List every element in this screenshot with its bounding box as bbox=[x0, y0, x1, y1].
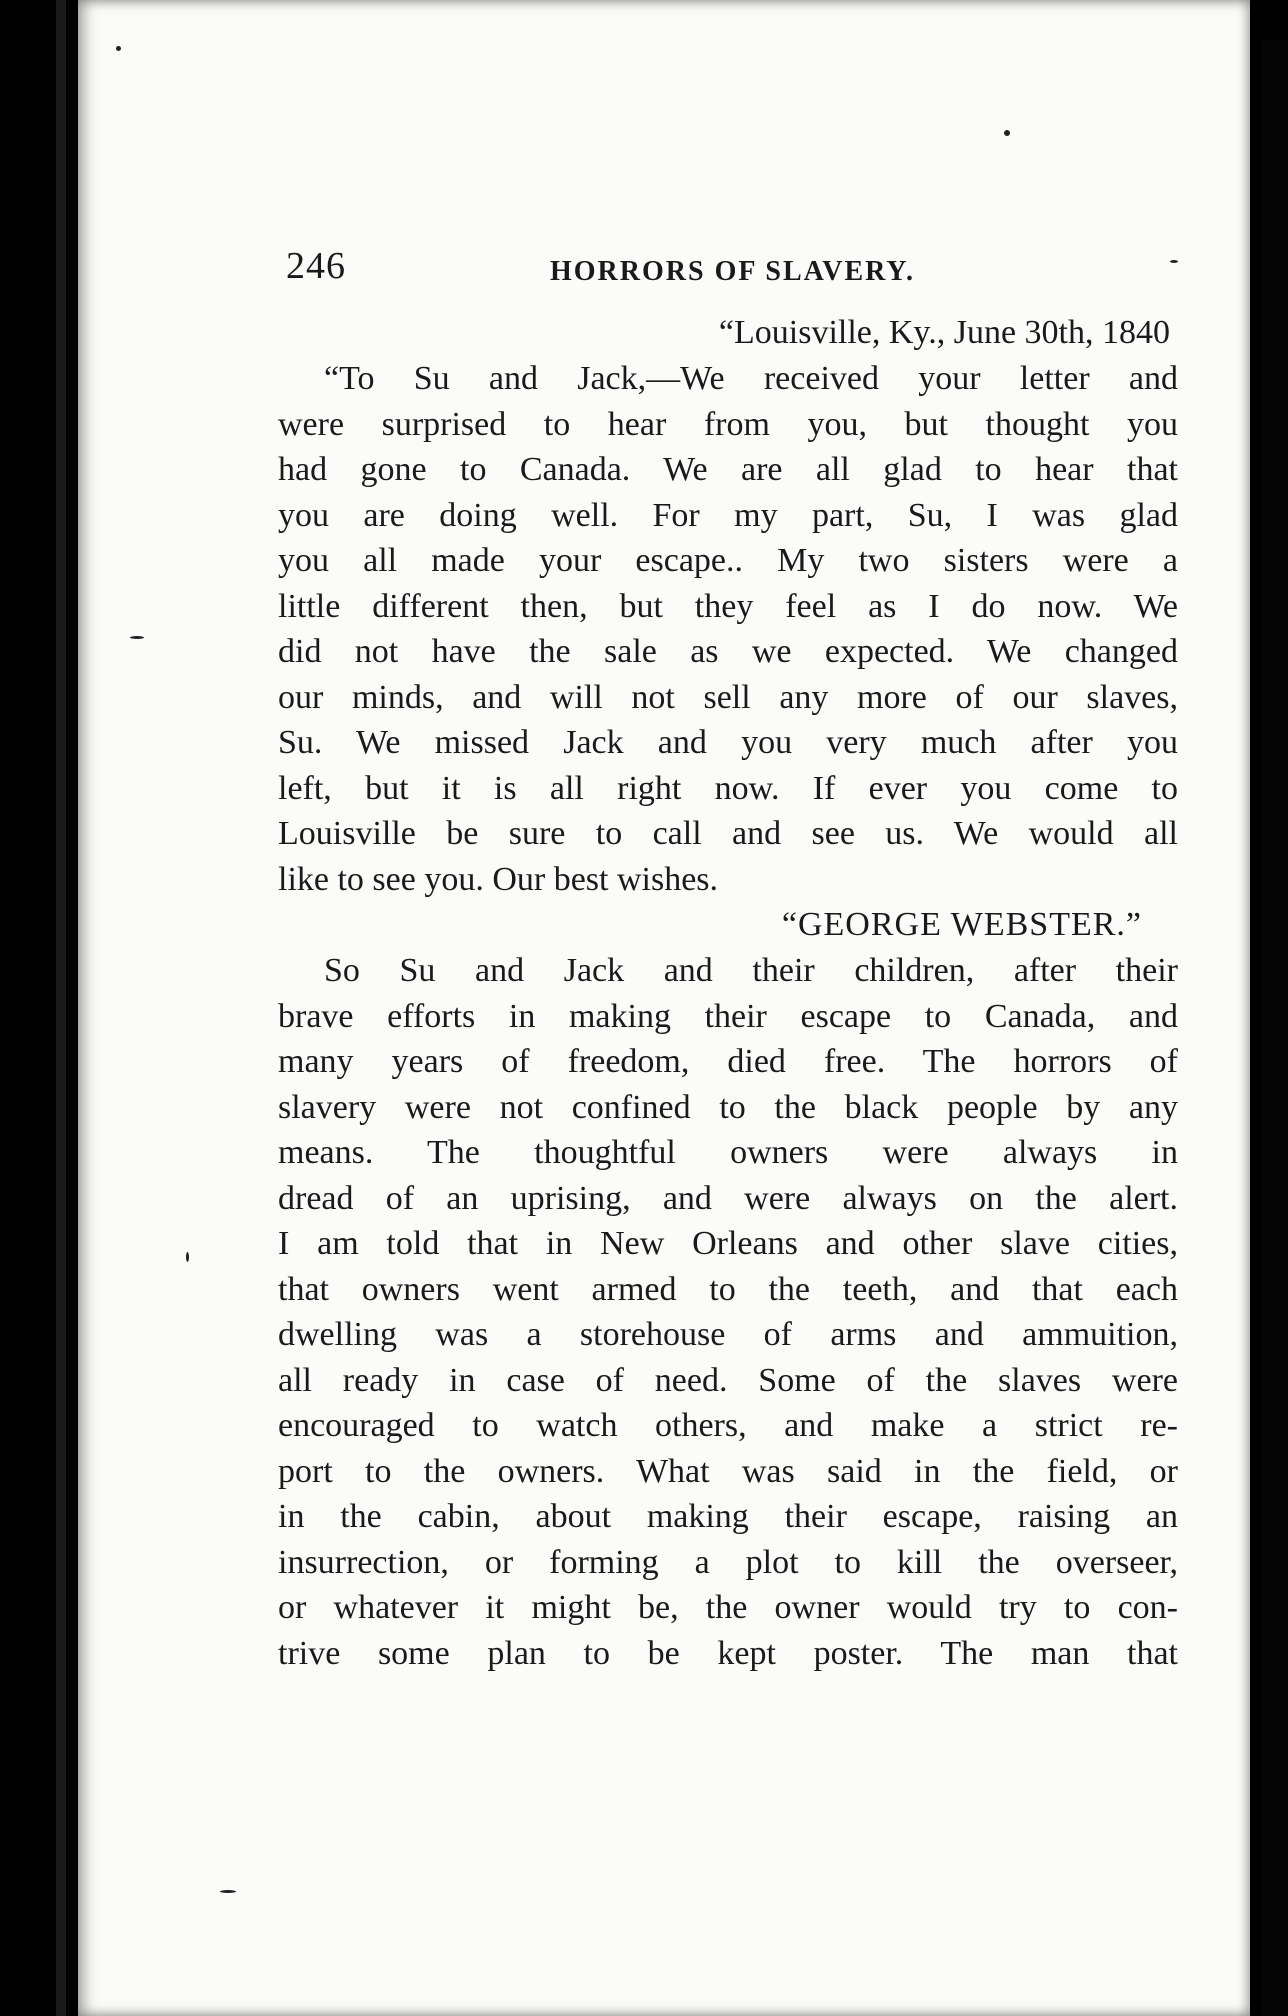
narrative-paragraph bbox=[278, 948, 1178, 1676]
text-line: or whatever it might be, the owner would try to con- bbox=[278, 1589, 1178, 1626]
letter-signature: “GEORGE WEBSTER.” bbox=[781, 906, 1142, 943]
text-line: “To Su and Jack,—We received your letter and bbox=[324, 360, 1178, 397]
text-line: had gone to Canada. We are all glad to hear that bbox=[278, 451, 1178, 488]
scan-speck bbox=[130, 636, 144, 639]
text-line: dread of an uprising, and were always on the alert. bbox=[278, 1179, 1178, 1217]
text-line: like to see you. Our best wishes. bbox=[278, 860, 719, 898]
text-line: many years of freedom, died free. The horrors of bbox=[278, 1043, 1178, 1080]
text-line: Su. We missed Jack and you very much after you bbox=[278, 724, 1178, 761]
scan-speck bbox=[220, 1890, 236, 1893]
scan-speck bbox=[1004, 130, 1010, 136]
text-line: our minds, and will not sell any more of our slaves, bbox=[278, 678, 1178, 716]
text-line: I am told that in New Orleans and other slave cities, bbox=[278, 1225, 1178, 1262]
letter-dateline: “Louisville, Ky., June 30th, 1840 bbox=[718, 314, 1170, 351]
text-line: encouraged to watch others, and make a strict re- bbox=[278, 1407, 1178, 1444]
text-line: Louisville be sure to call and see us. We would all bbox=[278, 815, 1178, 852]
text-line: slavery were not confined to the black people by any bbox=[278, 1088, 1178, 1126]
text-line: did not have the sale as we expected. We changed bbox=[278, 633, 1178, 670]
text-line: means. The thoughtful owners were always in bbox=[278, 1134, 1178, 1171]
text-line: dwelling was a storehouse of arms and ammuition, bbox=[278, 1316, 1178, 1353]
running-title: HORRORS OF SLAVERY. bbox=[550, 256, 916, 287]
text-line: port to the owners. What was said in the field, or bbox=[278, 1452, 1178, 1490]
text-line: brave efforts in making their escape to Canada, and bbox=[278, 997, 1178, 1035]
page-edge-shadow bbox=[1262, 40, 1288, 2016]
text-line: that owners went armed to the teeth, and that each bbox=[278, 1270, 1178, 1308]
text-line: trive some plan to be kept poster. The man that bbox=[278, 1634, 1178, 1672]
text-line: you are doing well. For my part, Su, I was glad bbox=[278, 496, 1178, 534]
scan-speck bbox=[186, 1252, 189, 1262]
text-line: all ready in case of need. Some of the slaves were bbox=[278, 1361, 1178, 1399]
page-header bbox=[278, 230, 1178, 300]
page-number: 246 bbox=[286, 245, 346, 287]
page-text bbox=[278, 230, 1178, 1676]
text-line: left, but it is all right now. If ever you come to bbox=[278, 769, 1178, 807]
text-line: were surprised to hear from you, but thought you bbox=[278, 405, 1178, 443]
scan-speck bbox=[116, 46, 121, 51]
text-line: little different then, but they feel as I do now. We bbox=[278, 587, 1178, 625]
text-line: So Su and Jack and their children, after their bbox=[324, 952, 1178, 989]
text-line: insurrection, or forming a plot to kill the overseer, bbox=[278, 1543, 1178, 1581]
text-line: you all made your escape.. My two sisters were a bbox=[278, 542, 1178, 579]
letter-body bbox=[278, 356, 1178, 902]
text-line: in the cabin, about making their escape, raising an bbox=[278, 1498, 1178, 1535]
book-spine-shadow bbox=[56, 0, 66, 2016]
